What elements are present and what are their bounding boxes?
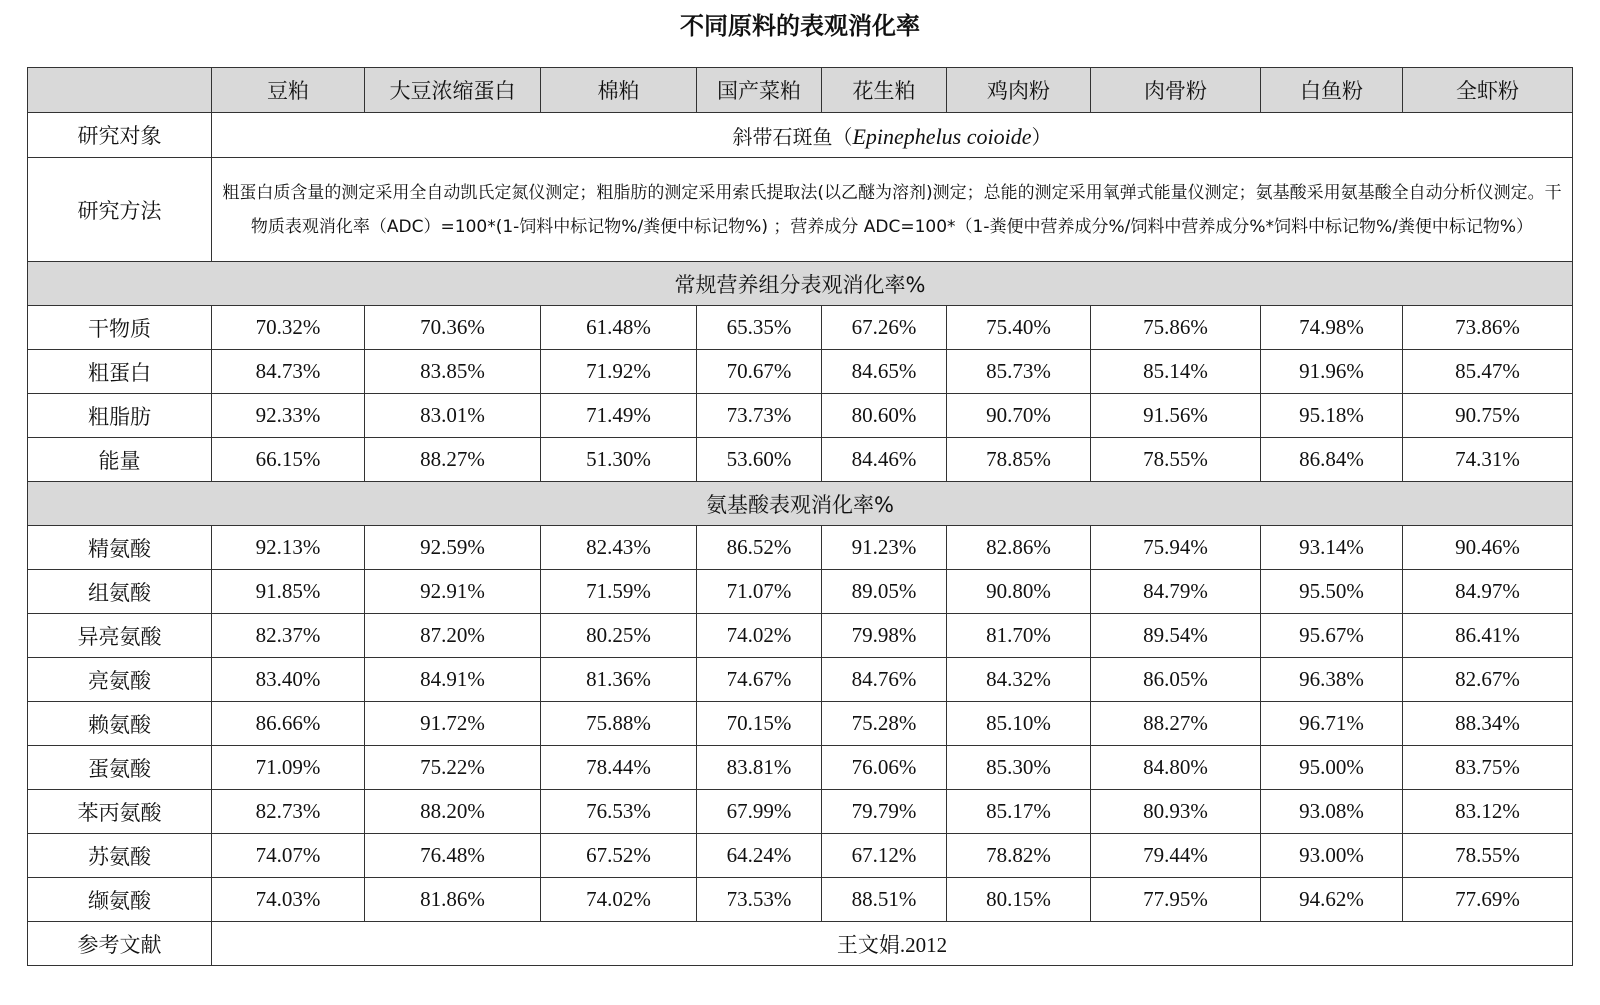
value-cell: 74.02% [541,878,697,922]
value-cell: 74.98% [1261,306,1403,350]
subject-prefix: 斜带石斑鱼（ [732,124,853,149]
row-label: 缬氨酸 [28,878,212,922]
value-cell: 80.25% [541,614,697,658]
subject-row [28,113,1573,158]
value-cell: 85.14% [1091,350,1261,394]
table-row [28,570,1573,614]
value-cell: 83.12% [1403,790,1573,834]
value-cell: 75.88% [541,702,697,746]
value-cell: 96.38% [1261,658,1403,702]
value-cell: 67.12% [822,834,947,878]
row-label: 亮氨酸 [28,658,212,702]
value-cell: 93.14% [1261,526,1403,570]
value-cell: 85.10% [947,702,1091,746]
value-cell: 77.95% [1091,878,1261,922]
value-cell: 88.34% [1403,702,1573,746]
value-cell: 78.85% [947,438,1091,482]
value-cell: 81.86% [365,878,541,922]
value-cell: 90.70% [947,394,1091,438]
value-cell: 90.75% [1403,394,1573,438]
value-cell: 92.13% [212,526,365,570]
row-label: 干物质 [28,306,212,350]
value-cell: 51.30% [541,438,697,482]
value-cell: 78.55% [1403,834,1573,878]
value-cell: 84.91% [365,658,541,702]
header-row [28,68,1573,113]
value-cell: 89.05% [822,570,947,614]
value-cell: 73.73% [697,394,822,438]
table-row [28,746,1573,790]
value-cell: 83.40% [212,658,365,702]
value-cell: 70.36% [365,306,541,350]
value-cell: 78.82% [947,834,1091,878]
header-cell [28,68,212,113]
table-row [28,438,1573,482]
table-row [28,702,1573,746]
row-label: 蛋氨酸 [28,746,212,790]
value-cell: 94.62% [1261,878,1403,922]
subject-label: 研究对象 [28,113,212,158]
header-cell: 白鱼粉 [1261,68,1403,113]
method-text: 粗蛋白质含量的测定采用全自动凯氏定氮仪测定；粗脂肪的测定采用索氏提取法(以乙醚为溶剂)测定；总能的测定采用氧弹式能量仪测定；氨基酸采用氨基酸全自动分析仪测定。干物质表观消化率（ADC）=100*(1-饲料中标记物%/粪便中标记物%) ；营养成分 ADC=100*（1-粪便中营养成分%/饲料中营养成分%*饲料中标记物%/粪便中标记物%） [212,158,1573,262]
row-label: 异亮氨酸 [28,614,212,658]
value-cell: 74.67% [697,658,822,702]
value-cell: 75.28% [822,702,947,746]
table-row [28,878,1573,922]
value-cell: 73.53% [697,878,822,922]
value-cell: 71.49% [541,394,697,438]
value-cell: 93.00% [1261,834,1403,878]
row-label: 苏氨酸 [28,834,212,878]
value-cell: 85.73% [947,350,1091,394]
value-cell: 66.15% [212,438,365,482]
header-cell: 国产菜粕 [697,68,822,113]
species-name: Epinephelus coioide [852,123,1032,149]
value-cell: 83.75% [1403,746,1573,790]
value-cell: 67.52% [541,834,697,878]
table-row [28,526,1573,570]
value-cell: 92.33% [212,394,365,438]
value-cell: 86.05% [1091,658,1261,702]
header-cell: 肉骨粉 [1091,68,1261,113]
value-cell: 91.85% [212,570,365,614]
value-cell: 78.44% [541,746,697,790]
value-cell: 85.47% [1403,350,1573,394]
value-cell: 85.17% [947,790,1091,834]
value-cell: 84.46% [822,438,947,482]
value-cell: 74.02% [697,614,822,658]
value-cell: 82.43% [541,526,697,570]
value-cell: 90.46% [1403,526,1573,570]
value-cell: 81.36% [541,658,697,702]
value-cell: 76.48% [365,834,541,878]
value-cell: 75.22% [365,746,541,790]
value-cell: 84.73% [212,350,365,394]
value-cell: 95.67% [1261,614,1403,658]
value-cell: 79.98% [822,614,947,658]
section-title: 常规营养组分表观消化率% [28,262,1573,306]
header-cell: 豆粕 [212,68,365,113]
header-cell: 全虾粉 [1403,68,1573,113]
row-label: 精氨酸 [28,526,212,570]
value-cell: 93.08% [1261,790,1403,834]
value-cell: 76.53% [541,790,697,834]
value-cell: 91.72% [365,702,541,746]
row-label: 粗蛋白 [28,350,212,394]
value-cell: 95.50% [1261,570,1403,614]
row-label: 粗脂肪 [28,394,212,438]
value-cell: 84.76% [822,658,947,702]
reference-text: 王文娟.2012 [212,922,1573,966]
value-cell: 74.31% [1403,438,1573,482]
value-cell: 91.96% [1261,350,1403,394]
value-cell: 70.67% [697,350,822,394]
table-row [28,834,1573,878]
table-row [28,658,1573,702]
value-cell: 71.59% [541,570,697,614]
value-cell: 92.59% [365,526,541,570]
value-cell: 88.27% [1091,702,1261,746]
value-cell: 88.20% [365,790,541,834]
reference-label: 参考文献 [28,922,212,966]
row-label: 苯丙氨酸 [28,790,212,834]
value-cell: 82.67% [1403,658,1573,702]
table-row [28,394,1573,438]
value-cell: 78.55% [1091,438,1261,482]
value-cell: 67.99% [697,790,822,834]
value-cell: 92.91% [365,570,541,614]
row-label: 组氨酸 [28,570,212,614]
value-cell: 65.35% [697,306,822,350]
value-cell: 71.09% [212,746,365,790]
value-cell: 87.20% [365,614,541,658]
value-cell: 80.15% [947,878,1091,922]
value-cell: 75.94% [1091,526,1261,570]
table-row [28,790,1573,834]
section-header-row [28,262,1573,306]
value-cell: 77.69% [1403,878,1573,922]
value-cell: 86.41% [1403,614,1573,658]
value-cell: 70.15% [697,702,822,746]
header-cell: 大豆浓缩蛋白 [365,68,541,113]
value-cell: 61.48% [541,306,697,350]
value-cell: 83.01% [365,394,541,438]
header-cell: 花生粕 [822,68,947,113]
section-header-row [28,482,1573,526]
value-cell: 83.81% [697,746,822,790]
value-cell: 84.79% [1091,570,1261,614]
value-cell: 90.80% [947,570,1091,614]
value-cell: 85.30% [947,746,1091,790]
value-cell: 75.86% [1091,306,1261,350]
value-cell: 53.60% [697,438,822,482]
method-label: 研究方法 [28,158,212,262]
value-cell: 86.66% [212,702,365,746]
page-title: 不同原料的表观消化率 [680,12,920,40]
value-cell: 88.51% [822,878,947,922]
value-cell: 75.40% [947,306,1091,350]
method-row [28,158,1573,262]
value-cell: 86.84% [1261,438,1403,482]
value-cell: 96.71% [1261,702,1403,746]
digestibility-table [27,67,1573,966]
value-cell: 84.97% [1403,570,1573,614]
value-cell: 95.00% [1261,746,1403,790]
value-cell: 71.07% [697,570,822,614]
value-cell: 74.07% [212,834,365,878]
table-row [28,614,1573,658]
header-cell: 棉粕 [541,68,697,113]
value-cell: 84.80% [1091,746,1261,790]
subject-value [212,113,1573,158]
section-title: 氨基酸表观消化率% [28,482,1573,526]
value-cell: 73.86% [1403,306,1573,350]
value-cell: 64.24% [697,834,822,878]
value-cell: 89.54% [1091,614,1261,658]
value-cell: 82.73% [212,790,365,834]
value-cell: 79.44% [1091,834,1261,878]
row-label: 赖氨酸 [28,702,212,746]
value-cell: 76.06% [822,746,947,790]
value-cell: 95.18% [1261,394,1403,438]
value-cell: 80.60% [822,394,947,438]
value-cell: 91.23% [822,526,947,570]
value-cell: 81.70% [947,614,1091,658]
value-cell: 71.92% [541,350,697,394]
value-cell: 88.27% [365,438,541,482]
value-cell: 67.26% [822,306,947,350]
value-cell: 84.65% [822,350,947,394]
value-cell: 74.03% [212,878,365,922]
value-cell: 86.52% [697,526,822,570]
value-cell: 82.86% [947,526,1091,570]
value-cell: 80.93% [1091,790,1261,834]
header-cell: 鸡肉粉 [947,68,1091,113]
reference-row [28,922,1573,966]
value-cell: 84.32% [947,658,1091,702]
value-cell: 82.37% [212,614,365,658]
value-cell: 83.85% [365,350,541,394]
table-row [28,350,1573,394]
value-cell: 79.79% [822,790,947,834]
row-label: 能量 [28,438,212,482]
value-cell: 91.56% [1091,394,1261,438]
value-cell: 70.32% [212,306,365,350]
table-row [28,306,1573,350]
subject-suffix: ） [1031,124,1052,149]
